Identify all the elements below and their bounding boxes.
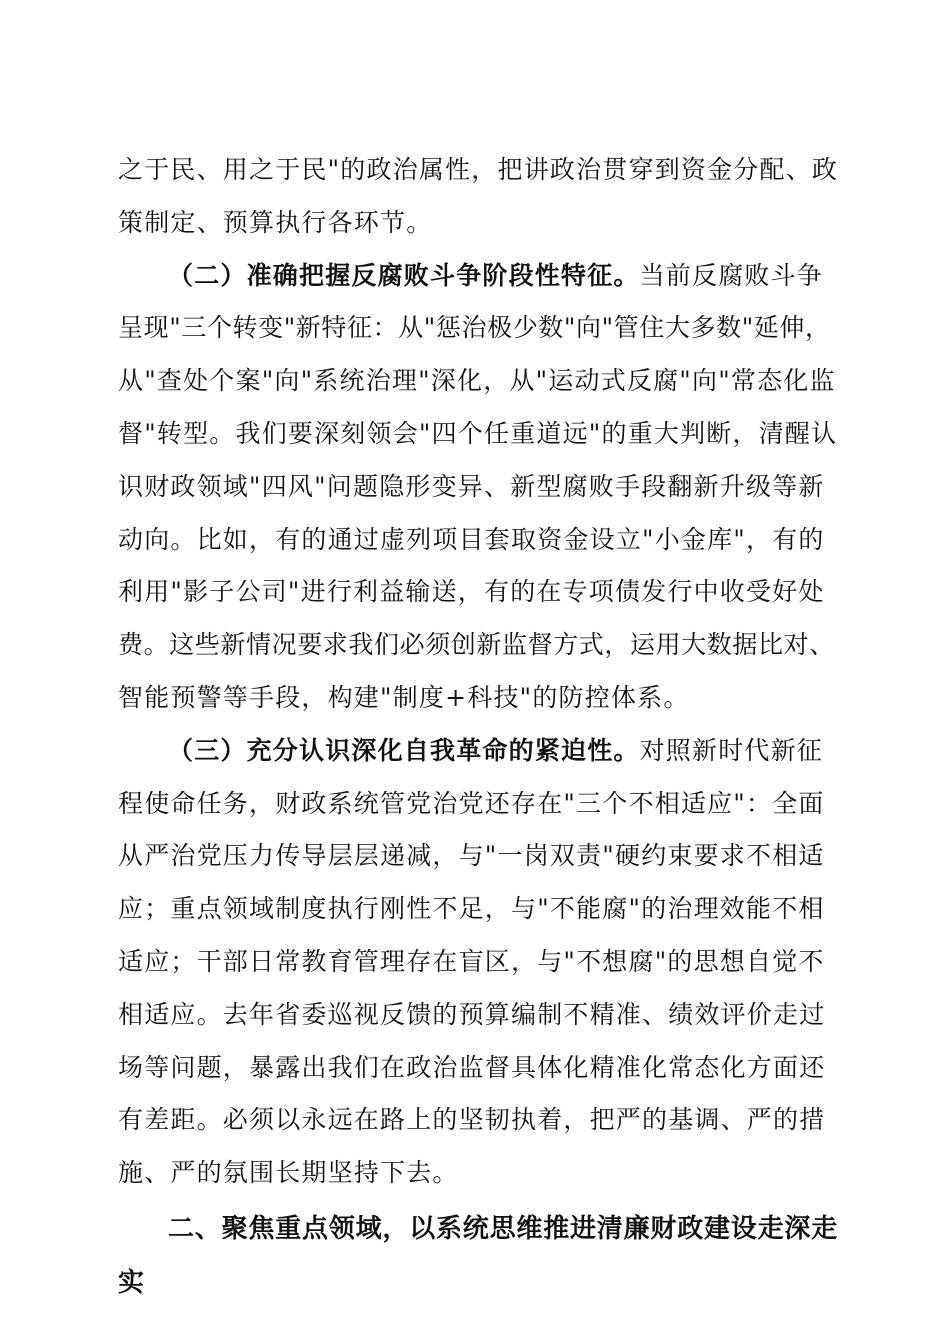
body-line: 策制定、预算执行各环节。 (118, 207, 433, 237)
body-line: 利用"影子公司"进行利益输送，有的在专项债发行中收受好处 (118, 577, 825, 607)
body-line: 施、严的氛围长期坚持下去。 (118, 1158, 459, 1188)
section-heading-continuation: 实 (118, 1267, 146, 1298)
section-heading: 二、聚焦重点领域，以系统思维推进清廉财政建设走深走 (168, 1213, 839, 1244)
body-line: 程使命任务，财政系统管党治党还存在"三个不相适应"：全面 (118, 788, 825, 818)
body-line: 适应；干部日常教育管理存在盲区，与"不想腐"的思想自觉不 (118, 946, 825, 976)
body-line: 从严治党压力传导层层递减，与"一岗双责"硬约束要求不相适 (118, 841, 825, 871)
body-line: 之于民、用之于民"的政治属性，把讲政治贯穿到资金分配、政 (118, 155, 839, 184)
subheading-line: （三）充分认识深化自我革命的紧迫性。对照新时代新征 (168, 735, 824, 765)
subheading-title: （三）充分认识深化自我革命的紧迫性。 (168, 735, 640, 765)
body-line: 费。这些新情况要求我们必须创新监督方式，运用大数据比对、 (118, 630, 835, 660)
body-line: 智能预警等手段，构建"制度+科技"的防控体系。 (118, 682, 690, 712)
body-line: 有差距。必须以永远在路上的坚韧执着，把严的基调、严的措 (118, 1105, 826, 1135)
body-line: 应；重点领域制度执行刚性不足，与"不能腐"的治理效能不相 (118, 894, 825, 924)
body-line: 督"转型。我们要深刻领会"四个任重道远"的重大判断，清醒认 (118, 418, 838, 448)
body-line: 相适应。去年省委巡视反馈的预算编制不精准、绩效评价走过 (118, 999, 826, 1029)
subheading-title: （二）准确把握反腐败斗争阶段性特征。 (168, 260, 640, 290)
subheading-line: （二）准确把握反腐败斗争阶段性特征。当前反腐败斗争 (168, 260, 824, 290)
body-line: 场等问题，暴露出我们在政治监督具体化精准化常态化方面还 (118, 1052, 826, 1082)
body-line: 识财政领域"四风"问题隐形变异、新型腐败手段翻新升级等新 (118, 471, 825, 501)
body-line: 动向。比如，有的通过虚列项目套取资金设立"小金库"，有的 (118, 524, 825, 554)
body-line: 从"查处个案"向"系统治理"深化，从"运动式反腐"向"常态化监 (118, 366, 836, 396)
body-line: 呈现"三个转变"新特征：从"惩治极少数"向"管住大多数"延伸， (118, 313, 831, 343)
document-page (118, 144, 838, 1310)
